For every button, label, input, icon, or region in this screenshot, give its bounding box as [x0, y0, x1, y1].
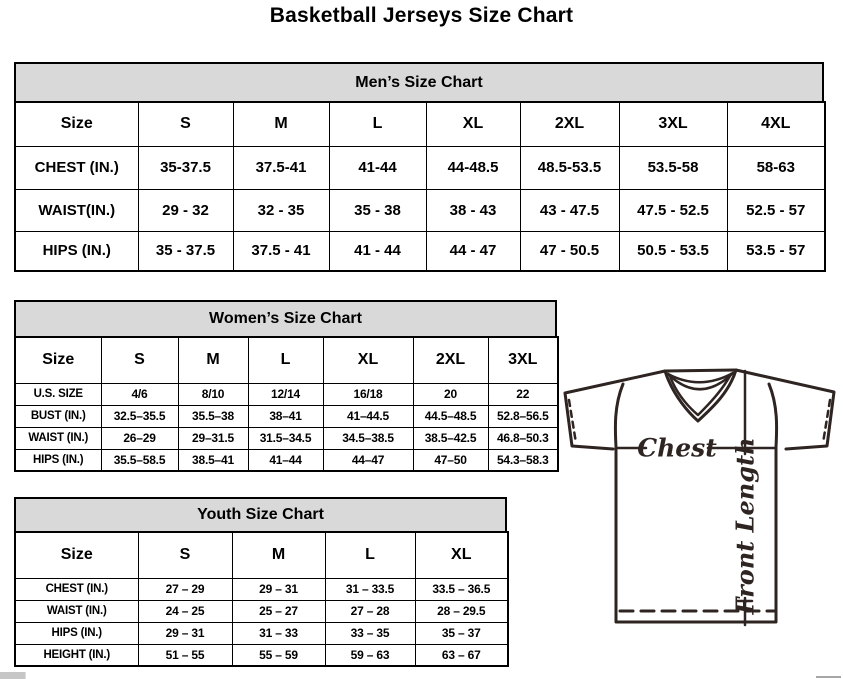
youth-cell: 33 – 35 — [325, 622, 415, 644]
mens-cell: 47.5 - 52.5 — [619, 189, 727, 231]
mens-cell: 35 - 38 — [329, 189, 426, 231]
mens-cell: 37.5-41 — [233, 146, 329, 189]
youth-row-label: HIPS (IN.) — [15, 622, 138, 644]
mens-col-header: XL — [426, 102, 520, 146]
womens-cell: 38.5–41 — [178, 449, 248, 471]
womens-bust-row — [15, 405, 558, 427]
mens-hips-row — [15, 231, 825, 271]
youth-header-row — [15, 532, 508, 578]
mens-cell: 41 - 44 — [329, 231, 426, 271]
womens-cell: 22 — [488, 383, 558, 405]
womens-cell: 29–31.5 — [178, 427, 248, 449]
mens-col-header: 2XL — [520, 102, 619, 146]
horizontal-scrollbar-thumb[interactable] — [0, 672, 26, 679]
youth-cell: 33.5 – 36.5 — [415, 578, 508, 600]
youth-cell: 55 – 59 — [232, 644, 325, 666]
mens-cell: 48.5-53.5 — [520, 146, 619, 189]
mens-col-header: 3XL — [619, 102, 727, 146]
womens-cell: 46.8–50.3 — [488, 427, 558, 449]
womens-cell: 54.3–58.3 — [488, 449, 558, 471]
youth-row-label: WAIST (IN.) — [15, 600, 138, 622]
womens-cell: 41–44 — [248, 449, 323, 471]
mens-cell: 29 - 32 — [138, 189, 233, 231]
womens-table — [14, 336, 559, 472]
mens-table — [14, 101, 826, 272]
womens-col-header: S — [101, 337, 178, 383]
jersey-collar-top — [665, 370, 736, 371]
womens-cell: 4/6 — [101, 383, 178, 405]
mens-cell: 44-48.5 — [426, 146, 520, 189]
youth-cell: 25 – 27 — [232, 600, 325, 622]
mens-cell: 53.5 - 57 — [727, 231, 825, 271]
mens-row-label: WAIST(IN.) — [15, 189, 138, 231]
youth-col-header: S — [138, 532, 232, 578]
womens-cell: 38–41 — [248, 405, 323, 427]
womens-cell: 47–50 — [413, 449, 488, 471]
jersey-right-sleeve — [736, 370, 834, 449]
womens-hips-row — [15, 449, 558, 471]
youth-height-row — [15, 644, 508, 666]
page-title: Basketball Jerseys Size Chart — [269, 4, 574, 27]
mens-cell: 44 - 47 — [426, 231, 520, 271]
youth-cell: 29 – 31 — [232, 578, 325, 600]
womens-cell: 35.5–58.5 — [101, 449, 178, 471]
mens-cell: 38 - 43 — [426, 189, 520, 231]
mens-cell: 50.5 - 53.5 — [619, 231, 727, 271]
youth-row-label: CHEST (IN.) — [15, 578, 138, 600]
mens-cell: 41-44 — [329, 146, 426, 189]
youth-col-header: L — [325, 532, 415, 578]
youth-cell: 51 – 55 — [138, 644, 232, 666]
youth-table — [14, 531, 509, 667]
mens-row-label: HIPS (IN.) — [15, 231, 138, 271]
youth-col-header: M — [232, 532, 325, 578]
mens-cell: 43 - 47.5 — [520, 189, 619, 231]
womens-cell: 20 — [413, 383, 488, 405]
youth-cell: 59 – 63 — [325, 644, 415, 666]
youth-waist-row — [15, 600, 508, 622]
mens-cell: 35 - 37.5 — [138, 231, 233, 271]
womens-cell: 16/18 — [323, 383, 413, 405]
jersey-measurement-diagram — [556, 358, 843, 676]
womens-row-label: U.S. SIZE — [15, 383, 101, 405]
womens-cell: 31.5–34.5 — [248, 427, 323, 449]
mens-cell: 52.5 - 57 — [727, 189, 825, 231]
youth-size-chart — [14, 497, 507, 667]
womens-ussize-row — [15, 383, 558, 405]
youth-hips-row — [15, 622, 508, 644]
youth-col-header: Size — [15, 532, 138, 578]
mens-col-header: M — [233, 102, 329, 146]
womens-cell: 44.5–48.5 — [413, 405, 488, 427]
womens-row-label: HIPS (IN.) — [15, 449, 101, 471]
womens-col-header: XL — [323, 337, 413, 383]
mens-cell: 37.5 - 41 — [233, 231, 329, 271]
womens-cell: 32.5–35.5 — [101, 405, 178, 427]
mens-cell: 47 - 50.5 — [520, 231, 619, 271]
mens-row-label: CHEST (IN.) — [15, 146, 138, 189]
womens-cell: 12/14 — [248, 383, 323, 405]
womens-cell: 35.5–38 — [178, 405, 248, 427]
youth-cell: 63 – 67 — [415, 644, 508, 666]
mens-cell: 32 - 35 — [233, 189, 329, 231]
womens-waist-row — [15, 427, 558, 449]
womens-col-header: 2XL — [413, 337, 488, 383]
mens-cell: 58-63 — [727, 146, 825, 189]
youth-chest-row — [15, 578, 508, 600]
youth-chart-title: Youth Size Chart — [14, 497, 507, 533]
womens-size-chart — [14, 300, 557, 472]
womens-col-header: M — [178, 337, 248, 383]
youth-cell: 28 – 29.5 — [415, 600, 508, 622]
mens-col-header: Size — [15, 102, 138, 146]
mens-chart-title: Men’s Size Chart — [14, 62, 824, 103]
womens-row-label: WAIST (IN.) — [15, 427, 101, 449]
mens-cell: 53.5-58 — [619, 146, 727, 189]
youth-cell: 24 – 25 — [138, 600, 232, 622]
womens-col-header: Size — [15, 337, 101, 383]
womens-header-row — [15, 337, 558, 383]
mens-header-row — [15, 102, 825, 146]
youth-cell: 31 – 33.5 — [325, 578, 415, 600]
womens-col-header: 3XL — [488, 337, 558, 383]
mens-col-header: 4XL — [727, 102, 825, 146]
horizontal-scrollbar-fragment[interactable] — [816, 676, 841, 678]
womens-col-header: L — [248, 337, 323, 383]
youth-row-label: HEIGHT (IN.) — [15, 644, 138, 666]
youth-col-header: XL — [415, 532, 508, 578]
mens-chest-row — [15, 146, 825, 189]
front-length-label: Front Length — [730, 437, 760, 615]
youth-cell: 35 – 37 — [415, 622, 508, 644]
youth-cell: 27 – 29 — [138, 578, 232, 600]
womens-cell: 52.8–56.5 — [488, 405, 558, 427]
womens-cell: 38.5–42.5 — [413, 427, 488, 449]
womens-cell: 41–44.5 — [323, 405, 413, 427]
womens-cell: 44–47 — [323, 449, 413, 471]
womens-row-label: BUST (IN.) — [15, 405, 101, 427]
mens-waist-row — [15, 189, 825, 231]
womens-cell: 34.5–38.5 — [323, 427, 413, 449]
youth-cell: 27 – 28 — [325, 600, 415, 622]
mens-size-chart — [14, 62, 824, 272]
mens-col-header: S — [138, 102, 233, 146]
youth-cell: 29 – 31 — [138, 622, 232, 644]
chest-label: Chest — [637, 433, 717, 463]
womens-cell: 8/10 — [178, 383, 248, 405]
mens-col-header: L — [329, 102, 426, 146]
womens-chart-title: Women’s Size Chart — [14, 300, 557, 338]
youth-cell: 31 – 33 — [232, 622, 325, 644]
womens-cell: 26–29 — [101, 427, 178, 449]
mens-cell: 35-37.5 — [138, 146, 233, 189]
